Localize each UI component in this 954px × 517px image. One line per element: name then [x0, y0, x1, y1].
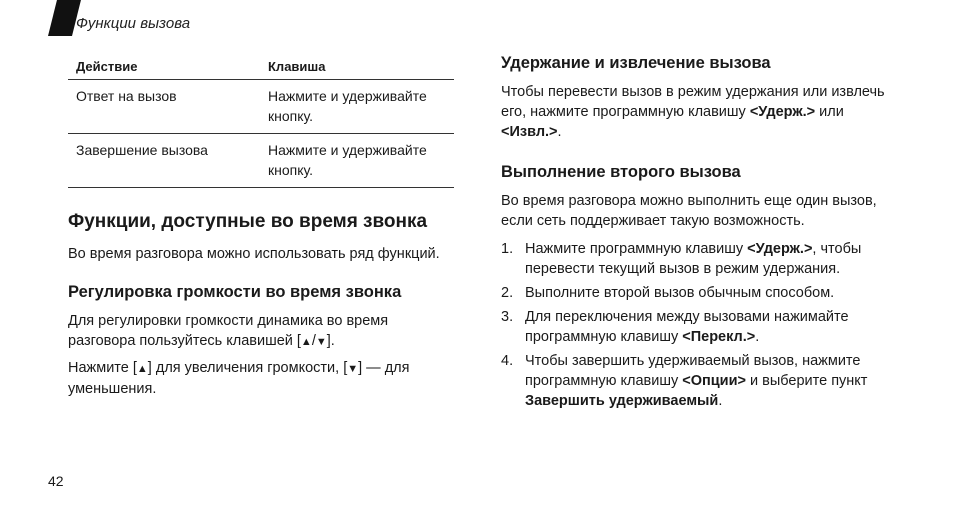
page-header-title: Функции вызова — [76, 15, 191, 32]
hold-title: Удержание и извлечение вызова — [501, 54, 771, 72]
table-row — [68, 80, 454, 134]
second-call-title: Выполнение второго вызова — [501, 163, 741, 181]
steps-list — [501, 239, 891, 411]
table-cell-action: Завершение вызова — [68, 134, 260, 188]
second-call-intro: Во время разговора можно выполнить еще один вызов, если сеть поддерживает такую возможность. — [501, 193, 877, 229]
softkey-hold: <Удерж.> — [747, 241, 813, 257]
softkey-retrieve: <Извл.> — [501, 124, 558, 140]
volume-paragraph-1: Для регулировки громкости динамика во время разговора пользуйтесь клавишей [▲/▼]. — [68, 313, 389, 349]
table-cell-key: Нажмите и удерживайте кнопку. — [260, 134, 454, 188]
menu-item-end-held: Завершить удерживаемый — [525, 393, 719, 409]
table-cell-key: Нажмите и удерживайте кнопку. — [260, 80, 454, 134]
table-row — [68, 134, 454, 188]
right-column — [501, 53, 891, 415]
key-actions-table — [68, 53, 454, 188]
softkey-options: <Опции> — [682, 373, 746, 389]
volume-title: Регулировка громкости во время звонка — [68, 283, 402, 301]
softkey-hold: <Удерж.> — [749, 104, 816, 120]
table-header-action: Действие — [68, 53, 260, 80]
volume-up-icon: ▲ — [300, 336, 312, 348]
list-item: 4. Чтобы завершить удерживаемый вызов, нажмите программную клавишу <Опции> и выберите пункт Завершить удерживаемый. — [501, 353, 868, 409]
volume-down-icon: ▼ — [315, 336, 327, 348]
table-header-key: Клавиша — [260, 53, 454, 80]
section-title: Функции, доступные во время звонка — [68, 211, 428, 232]
table-cell-action: Ответ на вызов — [68, 80, 260, 134]
list-item: 2. Выполните второй вызов обычным способом. — [501, 285, 835, 301]
hold-paragraph: Чтобы перевести вызов в режим удержания или извлечь его, нажмите программную клавишу <Удерж.> или <Извл.>. — [501, 84, 885, 140]
volume-down-icon: ▼ — [347, 363, 359, 375]
list-item: 1. Нажмите программную клавишу <Удерж.>, чтобы перевести текущий вызов в режим удержания. — [501, 241, 862, 277]
softkey-switch: <Перекл.> — [682, 329, 756, 345]
section-intro: Во время разговора можно использовать ряд функций. — [68, 246, 440, 262]
left-column — [68, 53, 454, 405]
volume-up-icon: ▲ — [136, 363, 148, 375]
page-number: 42 — [48, 473, 64, 489]
volume-paragraph-2: Нажмите [▲] для увеличения громкости, [▼] — для уменьшения. — [68, 360, 410, 397]
table-header-row — [68, 53, 454, 80]
list-item: 3. Для переключения между вызовами нажимайте программную клавишу <Перекл.>. — [501, 309, 849, 345]
